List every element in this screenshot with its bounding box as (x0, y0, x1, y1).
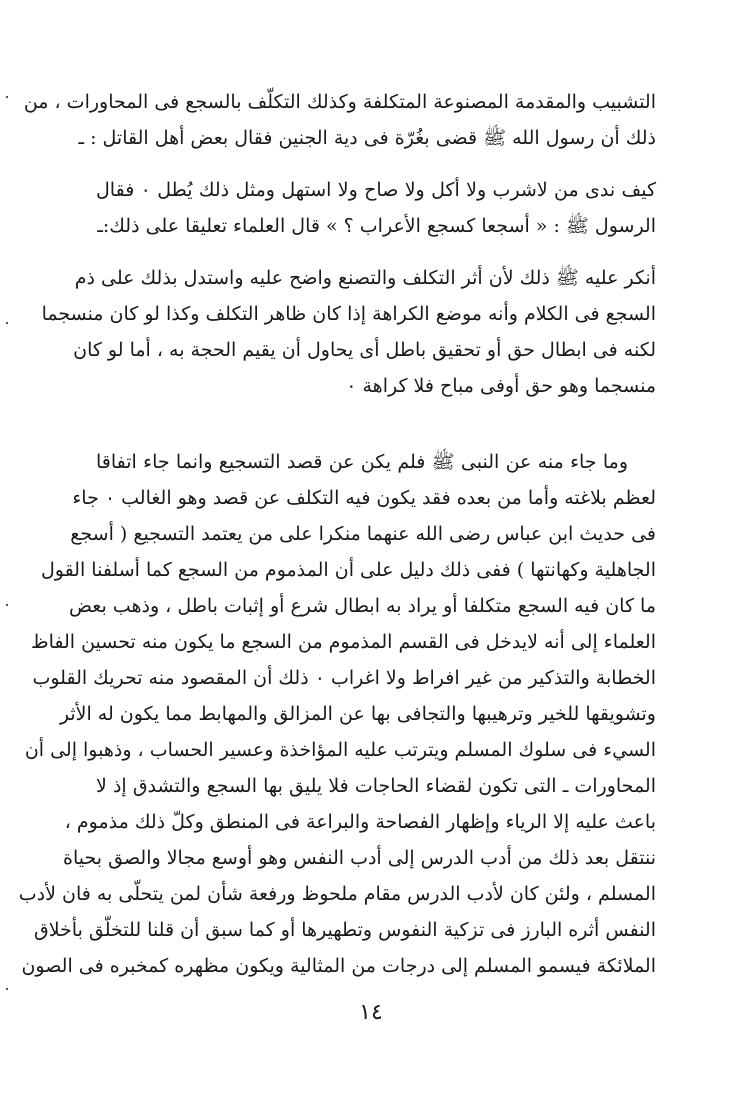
text-line: وتشويقها للخير وترهيبها والتجافى بها عن المزالق والمهابط مما يكون له الأثر (59, 703, 656, 725)
text-line: الخطابة والتذكير من غير افراط ولا اغراب ٠ ذلك أن المقصود منه تحريك القلوب (32, 667, 656, 689)
body-text (18, 84, 657, 984)
text-line: لعظم بلاغته وأما من بعده فقد يكون فيه التكلف عن قصد وهو الغالب ٠ جاء (72, 487, 656, 509)
text-line: ننتقل بعد ذلك من أدب الدرس إلى أدب النفس وهو أوسع مجالا والصق بحياة (63, 847, 656, 869)
text-line: المحاورات ـ التى تكون لقضاء الحاجات فلا يليق بها السجع والتشدق إذ لا (96, 775, 656, 797)
text-line: كيف ندى من لاشرب ولا أكل ولا صاح ولا استهل ومثل ذلك يُطل ٠ فقال (96, 179, 657, 201)
scan-mark-left-1 (6, 96, 8, 98)
text-line: باعث عليه إلا الرياء وإظهار الفصاحة والبراعة فى المنطق وكلّ ذلك مذموم ، (64, 811, 656, 833)
text-line: منسجما وهو حق أوفى مباح فلا كراهة ٠ (346, 375, 656, 397)
text-line: المسلم ، ولئن كان لأدب الدرس مقام ملحوظ ورفعة شأن لمن يتحلّى به فان لأدب (18, 883, 656, 905)
scan-mark-left-3 (6, 604, 8, 606)
text-line: التشبيب والمقدمة المصنوعة المتكلفة وكذلك التكلّف بالسجع فى المحاورات ، من (23, 91, 656, 113)
text-line: الجاهلية وكهانتها ) ففى ذلك دليل على أن المذموم من السجع كما أسلفنا القول (40, 559, 656, 581)
text-line: ذلك أن رسول الله ﷺ قضى بغُرّة فى دية الجنين فقال بعض أهل القاتل : ـ (78, 127, 656, 149)
text-line: فى حديث ابن عباس رضى الله عنهما منكرا على من يعتمد التسجيع ( أسجع (70, 523, 656, 545)
scan-mark-left-2 (6, 322, 8, 324)
paragraph-3 (41, 260, 656, 404)
text-line: الملائكة فيسمو المسلم إلى درجات من المثالية ويكون مظهره كمخبره فى الصون (21, 955, 656, 977)
paragraph-1 (23, 84, 656, 156)
text-line: السيء فى سلوك المسلم ويترتب عليه المؤاخذة وعسير الحساب ، وذهبوا إلى أن (24, 739, 656, 761)
text-line: الرسول ﷺ : « أسجعا كسجع الأعراب ؟ » قال العلماء تعليقا على ذلك:ـ (97, 215, 656, 237)
text-line: لكنه فى ابطال حق أو تحقيق باطل أى يحاول أن يقيم الحجة به ، أما لو كان (73, 339, 656, 361)
text-line: النفس أثره البارز فى تزكية النفوس وتطهيرها أو كما سبق أن قلنا للتخلّق بأخلاق (33, 919, 656, 941)
page-number: ١٤ (359, 1000, 383, 1025)
text-line: السجع فى الكلام وأنه موضع الكراهة إذا كان ظاهر التكلف وكذا لو كان منسجما (41, 303, 656, 325)
text-line: أنكر عليه ﷺ ذلك لأن أثر التكلف والتصنع واضح عليه واستدل بذلك على ذم (74, 267, 656, 289)
text-line: ما كان فيه السجع متكلفا أو يراد به ابطال شرع أو إثبات باطل ، وذهب بعض (69, 595, 656, 617)
scan-mark-left-4 (6, 988, 8, 990)
text-line: العلماء إلى أنه لايدخل فى القسم المذموم من السجع ما يكون منه تحسين الفاظ (31, 631, 656, 653)
paragraph-4 (18, 444, 656, 984)
paragraph-2 (96, 172, 656, 244)
text-line: وما جاء منه عن النبى ﷺ فلم يكن عن قصد التسجيع وانما جاء اتفاقا (96, 451, 628, 473)
